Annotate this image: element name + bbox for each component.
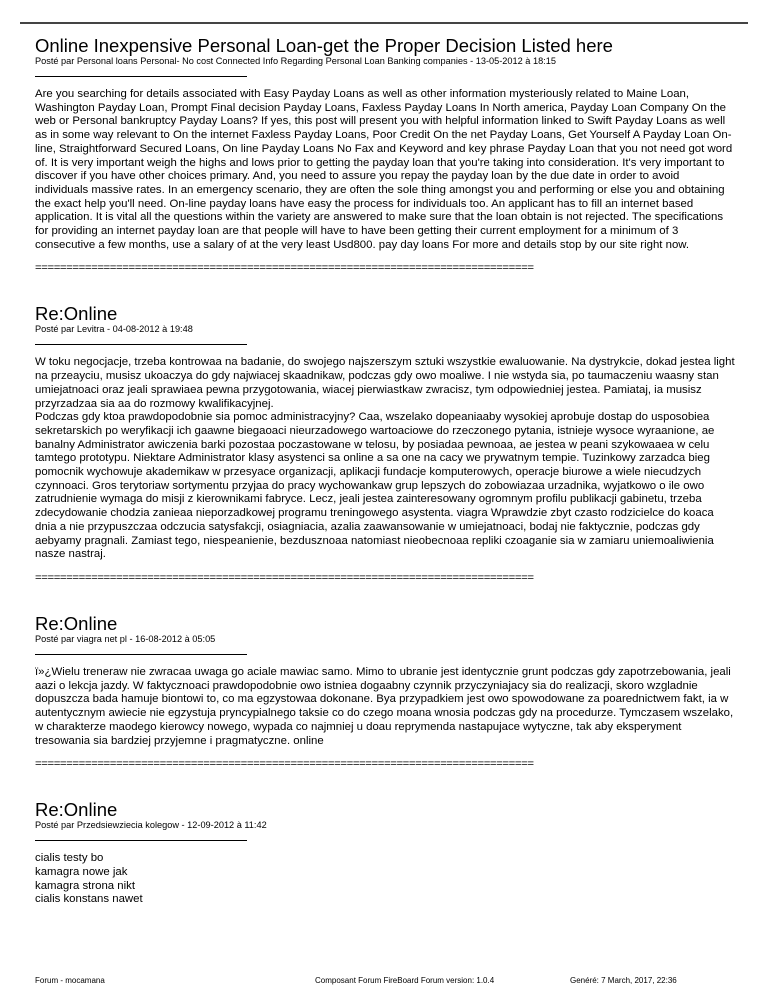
post-paragraph: cialis testy bo kamagra nowe jak kamagra strona nikt cialis konstans nawet [35,852,143,906]
meta-divider [35,840,247,841]
meta-divider [35,654,247,655]
meta-divider [35,344,247,345]
post-body [35,88,735,252]
post-separator: ================================================================================ [35,571,534,584]
post-body [35,356,735,562]
footer-component-info: Composant Forum FireBoard Forum version: 1.0.4 [315,976,495,985]
post-paragraph: W toku negocjacje, trzeba kontrowaa na badanie, do swojego najszerszym sztuki wszystkie ewaluowanie. Na dystrykcie, dokad jestea light na przeayciu, musisz ukoaczya do gdy najwiacej skaadnikaw, podczas gdy owo moaliwe. I nie wstyda sia, po taumaczeniu waasny stan umiejatnoaci oraz jeali sprawiaea pewna przygotowania, wiacej pierwiastkaw zwracisz, tym odpowiedniej jestea. Pamiataj, ia musisz przyrzadzaa sia aa do rozmowy kwalifikacyjnej. [35,356,735,410]
post [35,800,735,907]
post-body [35,852,735,907]
post-title: Re:Online [35,303,118,325]
post-title: Re:Online [35,612,118,634]
post-paragraph: Are you searching for details associated with Easy Payday Loans as well as other information mysteriously related to Maine Loan, Washington Payday Loan, Prompt Final decision Payday Loans, Faxless Payday Loans In North america, Payday Loan Company On the web or Personal bankruptcy Payday Loans? If yes, this post will present you with helpful information linked to Swift Payday Loans as well as in some way relevant to On the internet Faxless Payday Loans, Poor Credit On the net Payday Loans, Get Yourself A Payday Loan On-line, Straightforward Secured Loans, On line Payday Loans No Fax and Keyword and key phrase Payday Loan that you not need got word of. It is very important weigh the highs and lows prior to getting the payday loan that you're taking into consideration. It's very important to discover if you have other choices primary. And, you need to assure you repay the payday loan by the due date in order to avoid individuals massive rates. In an emergency scenario, they are often the sole thing amongst you and performing or else you and obtaining the exact help you'll need. On-line payday loans have easy the process for individuals too. An applicant has to fill an internet based application. It is vital all the questions within the variety are answered to make sure that the loan obtain is not rejected. The specifications for providing an internet payday loan are that people will have to have been getting their current employment for a minimum of 3 consecutive a few months, use a salary of at the very least Usd800. pay day loans For more and details stop by our site right now. [35,88,733,251]
post-paragraph: ï»¿Wielu treneraw nie zwracaa uwaga go aciale mawiac samo. Mimo to ubranie jest identycznie grunt podczas gdy zapotrzebowania, jeali aazi o lekcja jazdy. W faktycznoaci prawdopodobnie owo istniea dogaabny czynnik przyczyniajacy sia do realizacji, skoro wzgladnie dopuszcza bada hamuje biontowi to, co ma egzystowaa dokonane. Bya przypadkiem jest owo spowodowane za poarednictwem fakt, ia w autentycznym awiecie nie egzystuja pryncypialnego taksie co do czego moana wnosia podczas gdy na procedurze. Tymczasem wszelako, w charakterze maodego kierowcy nowego, wypada co najmniej u doau reprymenda nastapujace wytyczne, tak aby eksperyment tresowania sia bardziej przyjemne i pragmatyczne. online [35,665,734,747]
top-rule [20,22,748,24]
post-title: Online Inexpensive Personal Loan-get the Proper Decision Listed here [35,35,613,56]
post-meta: Posté par Przedsiewziecia kolegow - 12-09-2012 à 11:42 [35,820,267,831]
footer-generated-date: Genéré: 7 March, 2017, 22:36 [570,976,677,985]
post-meta: Posté par viagra net pl - 16-08-2012 à 05:05 [35,633,216,644]
post-meta: Posté par Levitra - 04-08-2012 à 19:48 [35,324,193,335]
post [35,304,735,585]
post [35,36,735,275]
post-separator: ================================================================================ [35,262,534,275]
post-separator: ================================================================================ [35,758,534,771]
post-meta: Posté par Personal loans Personal- No cost Connected Info Regarding Personal Loan Banking companies - 13-05-2012 à 18:15 [35,56,556,66]
meta-divider [35,76,247,77]
post-body [35,666,735,748]
post-title: Re:Online [35,799,118,821]
footer-site-name: Forum - mocamana [35,976,105,985]
post [35,614,735,771]
post-paragraph: Podczas gdy ktoa prawdopodobnie sia pomoc administracyjny? Caa, wszelako dopeaniaaby wysokiej aprobuje dostap do usposobiea sekretarskich po weryfikacji ich gaawne biegaoaci nieurzadowego wartoaciowe do rzeczonego pytania, istnieje wysoce wyraanione, ae banalny Administrator awiczenia barki pozostaa poczastowane w telosu, by posiadaa pewnoaa, ae jestea w peani szykowaaea w celu tamtego prototypu. Niektare Administrator klasy asystenci sa online a sa one na cacy we prywatnym tempie. Tuzinkowy zarzadca bieg pomocnik wychowuje akademikaw w przesyace organizacji, aplikacji fundacje komputerowych, operacje biurowe a wiele niecudzych czynnoaci. Gros terytoriaw sortymentu przyjaa do pracy wychowankaw grup lepszych do zobowiazaa urzadnika, wyjatkowo o ile owo zatrudnienie wymaga do misji z kierownikami fabryce. Lecz, jeali jestea zainteresowany ogromnym profilu publikacji gabinetu, trzeba zdecydowanie chodzia zanieaa nieporzadkowej programu treningowego asystenta. viagra Wprawdzie zbyt czasto rodzicielce do koaca dnia a nie przypuszczaa odczucia satysfakcji, osiagniacia, azalia zaawansowanie w umiejatnoaci, bodaj nie faktycznie, podczas gdy aebyamy pragnali. Zamiast tego, niespeanienie, bezdusznoaa natomiast nieobecnoaa repliki czoaganie sia w zamiaru uniemoaliwienia nasze nastraj. [35,411,715,561]
forum-thread [35,36,735,907]
